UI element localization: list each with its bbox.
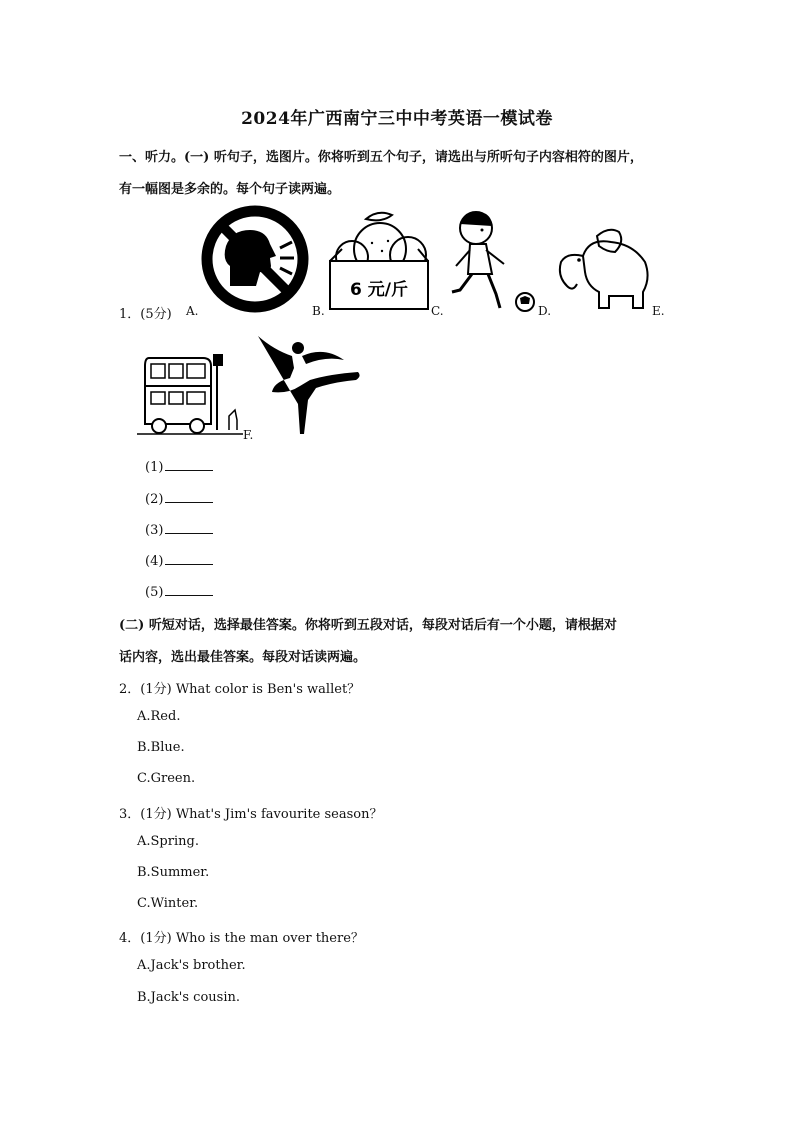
label-b: B. bbox=[312, 304, 325, 318]
boy-football-icon bbox=[448, 204, 540, 314]
blank-label-2: (2) bbox=[145, 492, 164, 507]
label-d: D. bbox=[538, 304, 552, 318]
q3-option-c[interactable]: C.Winter. bbox=[137, 896, 199, 911]
q3-option-a[interactable]: A.Spring. bbox=[137, 834, 199, 849]
q1-stem: 1．(5分) bbox=[119, 307, 172, 322]
blank-label-5: (5) bbox=[145, 585, 164, 600]
price-sign: 6 元/斤 bbox=[350, 280, 408, 300]
double-decker-bus-icon bbox=[137, 350, 243, 438]
answer-blank-1[interactable] bbox=[165, 458, 213, 471]
section2-instruction-line1: (二) 听短对话，选择最佳答案。你将听到五段对话，每段对话后有一个小题，请根据对 bbox=[119, 618, 617, 633]
answer-blank-2[interactable] bbox=[165, 490, 213, 503]
elephant-icon bbox=[553, 222, 653, 312]
blank-row-5 bbox=[145, 583, 213, 600]
page-title: 2024年广西南宁三中中考英语一模试卷 bbox=[241, 109, 553, 129]
blank-label-4: (4) bbox=[145, 554, 164, 569]
q4-stem: 4．(1分) Who is the man over there？ bbox=[119, 931, 364, 946]
answer-blank-3[interactable] bbox=[165, 521, 213, 534]
blank-row-1 bbox=[145, 458, 213, 475]
blank-row-2 bbox=[145, 490, 213, 507]
label-c: C. bbox=[431, 304, 444, 318]
answer-blank-4[interactable] bbox=[165, 552, 213, 565]
label-a: A. bbox=[186, 304, 199, 318]
answer-blank-5[interactable] bbox=[165, 583, 213, 596]
label-e: E. bbox=[652, 304, 665, 318]
blank-label-3: (3) bbox=[145, 523, 164, 538]
q3-option-b[interactable]: B.Summer. bbox=[137, 865, 210, 880]
q4-option-a[interactable]: A.Jack's brother. bbox=[137, 958, 246, 973]
blank-row-3 bbox=[145, 521, 213, 538]
blank-label-1: (1) bbox=[145, 460, 164, 475]
ballerina-icon bbox=[254, 334, 366, 438]
q2-option-b[interactable]: B.Blue. bbox=[137, 740, 185, 755]
fruit-price-icon bbox=[326, 205, 432, 313]
q3-stem: 3．(1分) What's Jim's favourite season？ bbox=[119, 807, 383, 822]
q2-option-c[interactable]: C.Green. bbox=[137, 771, 196, 786]
section2-instruction-line2: 话内容，选出最佳答案。每段对话读两遍。 bbox=[119, 650, 367, 665]
q4-option-b[interactable]: B.Jack's cousin. bbox=[137, 990, 240, 1005]
blank-row-4 bbox=[145, 552, 213, 569]
label-f: F. bbox=[243, 428, 254, 442]
section1-instruction-line2: 有一幅图是多余的。每个句子读两遍。 bbox=[119, 182, 341, 197]
q2-option-a[interactable]: A.Red. bbox=[137, 709, 181, 724]
no-speaking-icon bbox=[200, 204, 310, 314]
section1-instruction-line1: 一、听力。(一) 听句子，选图片。你将听到五个句子，请选出与所听句子内容相符的图片， bbox=[119, 150, 643, 165]
q2-stem: 2．(1分) What color is Ben's wallet？ bbox=[119, 682, 361, 697]
